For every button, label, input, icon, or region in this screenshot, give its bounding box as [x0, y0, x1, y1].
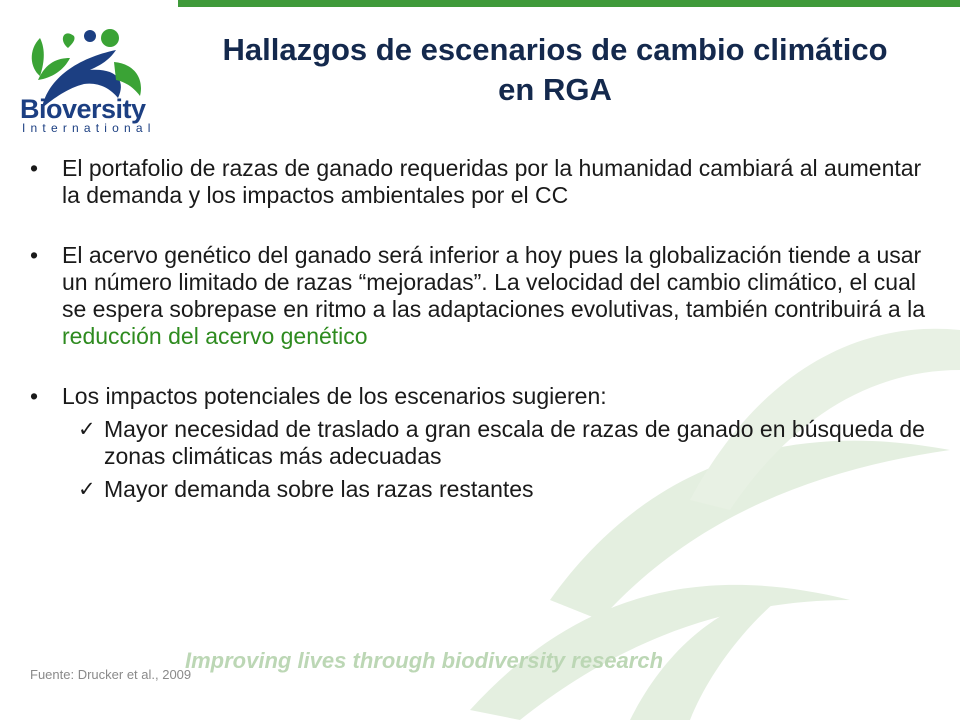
bullet-text: El portafolio de razas de ganado requeridas por la humanidad cambiará al aumentar la demanda y los impactos ambientales por el CC [62, 155, 922, 208]
subitem-text: Mayor demanda sobre las razas restantes [104, 476, 534, 502]
bullet-item [30, 242, 940, 350]
checkmark-icon: ✓ [78, 477, 96, 501]
logo-wordmark: Bioversity [20, 94, 146, 124]
bullet-text: El acervo genético del ganado será inferior a hoy pues la globalización tiende a usar un número limitado de razas “mejoradas”. La velocidad del cambio climático, el cual se espera sobrepase en ritmo a las adaptaciones evolutivas, también contribuirá a la [62, 242, 925, 322]
bullet-marker: • [30, 383, 39, 409]
check-subitem [30, 416, 940, 470]
bullet-marker: • [30, 155, 39, 181]
footer-tagline: Improving lives through biodiversity research [185, 648, 664, 673]
bullet-text: Los impactos potenciales de los escenarios sugieren: [62, 383, 607, 409]
bullet-highlight-text: reducción del acervo genético [62, 323, 368, 349]
bullet-marker: • [30, 242, 39, 268]
checkmark-icon: ✓ [78, 417, 96, 441]
bullet-item [30, 155, 940, 209]
logo-subtitle: International [22, 121, 156, 135]
subitem-text: Mayor necesidad de traslado a gran escala de razas de ganado en búsqueda de zonas climáticas más adecuadas [104, 416, 925, 469]
slide-title: Hallazgos de escenarios de cambio climático en RGA [222, 32, 888, 107]
bullet-item [30, 383, 940, 410]
check-subitem [30, 476, 940, 503]
slide-content [30, 155, 940, 503]
top-green-bar [178, 0, 960, 7]
source-citation: Fuente: Drucker et al., 2009 [30, 667, 192, 682]
